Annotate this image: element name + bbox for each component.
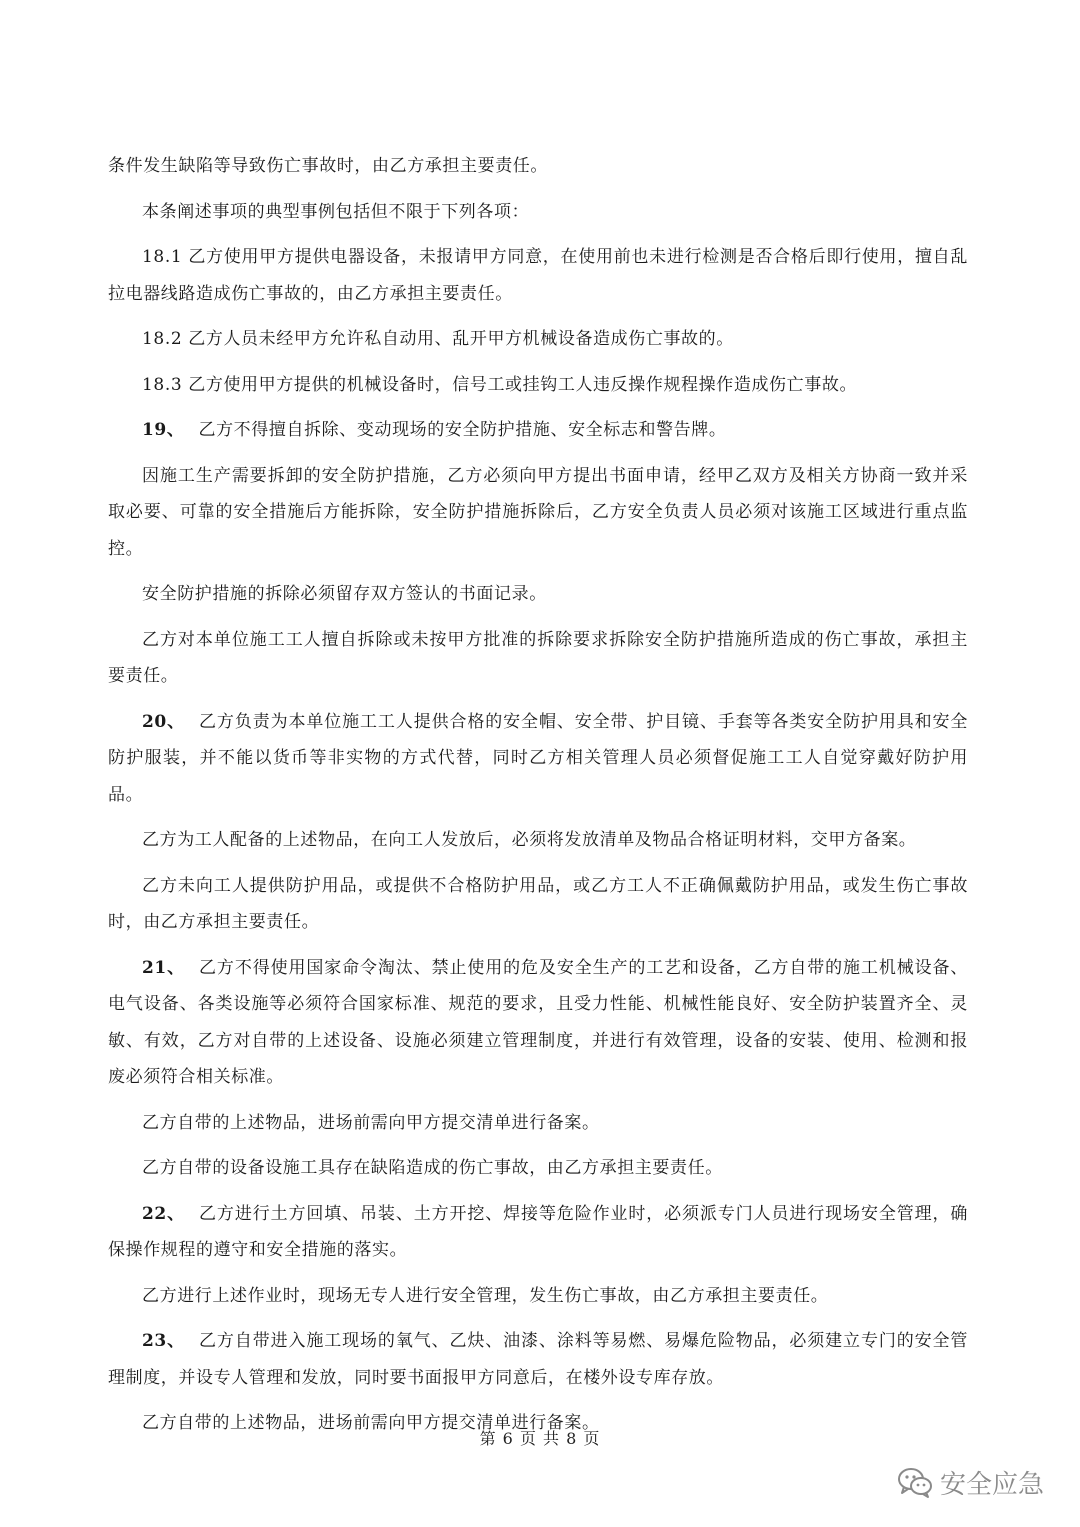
clause-number: 22、 [142,1203,186,1224]
paragraph-text: 本条阐述事项的典型事例包括但不限于下列各项： [142,201,530,222]
document-body [108,148,968,1451]
paragraph [108,576,968,613]
paragraph [108,822,968,859]
paragraph-text: 18.1 乙方使用甲方提供电器设备，未报请甲方同意，在使用前也未进行检测是否合格后即行使用，擅自乱拉电器线路造成伤亡事故的，由乙方承担主要责任。 [108,247,968,304]
clause-number: 19、 [142,420,185,440]
paragraph [108,148,968,185]
paragraph-text: 乙方不得使用国家命令淘汰、禁止使用的危及安全生产的工艺和设备，乙方自带的施工机械设备、电气设备、各类设施等必须符合国家标准、规范的要求，且受力性能、机械性能良好、安全防护装置齐全、灵敏、有效，乙方对自带的上述设备、设施必须建立管理制度，并进行有效管理，设备的安装、使用、检测和报废必须符合相关标准。 [108,957,968,1087]
paragraph-text: 18.3 乙方使用甲方提供的机械设备时，信号工或挂钩工人违反操作规程操作造成伤亡事故。 [142,374,858,395]
paragraph-text: 因施工生产需要拆卸的安全防护措施，乙方必须向甲方提出书面申请，经甲乙双方及相关方协商一致并采取必要、可靠的安全措施后方能拆除，安全防护措施拆除后，乙方安全负责人员必须对该施工区域进行重点监控。 [108,465,968,559]
paragraph-text: 乙方自带的设备设施工具存在缺陷造成的伤亡事故，由乙方承担主要责任。 [142,1158,723,1178]
wechat-icon [896,1466,934,1500]
paragraph-text: 18.2 乙方人员未经甲方允许私自动用、乱开甲方机械设备造成伤亡事故的。 [142,329,734,349]
paragraph-text: 乙方负责为本单位施工工人提供合格的安全帽、安全带、护目镜、手套等各类安全防护用具和安全防护服装，并不能以货币等非实物的方式代替，同时乙方相关管理人员必须督促施工工人自觉穿戴好防护用品。 [108,711,968,805]
paragraph [108,367,968,404]
paragraph [108,1323,968,1396]
paragraph-text: 乙方自带进入施工现场的氧气、乙炔、油漆、涂料等易燃、易爆危险物品，必须建立专门的安全管理制度，并设专人管理和发放，同时要书面报甲方同意后，在楼外设专库存放。 [108,1331,968,1388]
paragraph [108,412,968,449]
paragraph-text: 乙方自带的上述物品，进场前需向甲方提交清单进行备案。 [142,1112,600,1133]
page-number: 第 6 页 共 8 页 [479,1429,601,1448]
paragraph-text: 乙方进行土方回填、吊装、土方开挖、焊接等危险作业时，必须派专门人员进行现场安全管理，确保操作规程的遵守和安全措施的落实。 [108,1203,968,1260]
paragraph [108,704,968,814]
paragraph [108,194,968,231]
watermark [896,1464,1044,1501]
paragraph-text: 条件发生缺陷等导致伤亡事故时，由乙方承担主要责任。 [108,156,548,176]
paragraph [108,458,968,568]
paragraph [108,1105,968,1142]
paragraph [108,1196,968,1269]
paragraph [108,622,968,695]
paragraph-text: 乙方自带的上述物品，进场前需向甲方提交清单进行备案。 [142,1413,600,1433]
paragraph-text: 乙方对本单位施工工人擅自拆除或未按甲方批准的拆除要求拆除安全防护措施所造成的伤亡事故，承担主要责任。 [108,629,968,686]
paragraph [108,950,968,1096]
paragraph [108,239,968,312]
clause-number: 23、 [142,1331,186,1351]
clause-number: 21、 [142,957,186,978]
paragraph-text: 安全防护措施的拆除必须留存双方签认的书面记录。 [142,584,547,604]
paragraph-text: 乙方为工人配备的上述物品，在向工人发放后，必须将发放清单及物品合格证明材料，交甲方备案。 [142,830,917,850]
paragraph [108,1150,968,1187]
paragraph [108,1278,968,1315]
paragraph-text: 乙方进行上述作业时，现场无专人进行安全管理，发生伤亡事故，由乙方承担主要责任。 [142,1285,829,1306]
clause-number: 20、 [142,711,186,732]
paragraph-text: 乙方不得擅自拆除、变动现场的安全防护措施、安全标志和警告牌。 [198,420,727,440]
paragraph [108,321,968,358]
paragraph [108,868,968,941]
watermark-text: 安全应急 [940,1470,1045,1500]
paragraph-text: 乙方未向工人提供防护用品，或提供不合格防护用品，或乙方工人不正确佩戴防护用品，或发生伤亡事故时，由乙方承担主要责任。 [108,875,968,932]
